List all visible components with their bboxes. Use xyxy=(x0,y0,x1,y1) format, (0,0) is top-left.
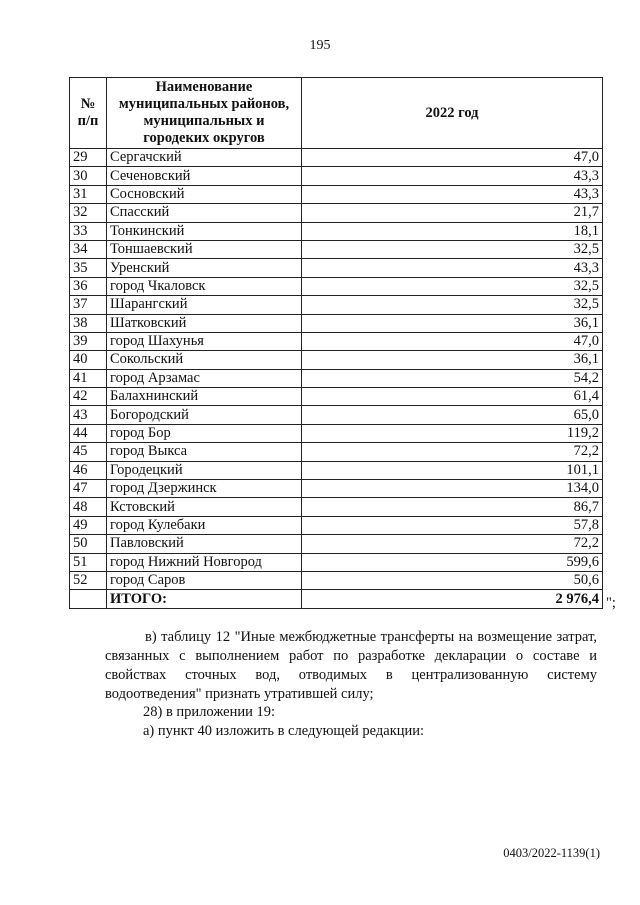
row-num: 35 xyxy=(70,259,107,277)
row-num: 32 xyxy=(70,204,107,222)
row-name: Балахнинский xyxy=(107,388,302,406)
paragraph-appendix-19: 28) в приложении 19: xyxy=(143,704,276,720)
row-name: город Шахунья xyxy=(107,332,302,350)
row-value: 57,8 xyxy=(302,516,603,534)
header-name: Наименование муниципальных районов, муниципальных и городеких округов xyxy=(107,78,302,149)
row-num: 30 xyxy=(70,167,107,185)
table-row xyxy=(70,222,603,240)
row-name: Шарангский xyxy=(107,296,302,314)
row-name: город Нижний Новгород xyxy=(107,553,302,571)
table-row xyxy=(70,204,603,222)
table-body xyxy=(70,149,603,609)
row-value: 86,7 xyxy=(302,498,603,516)
total-label: ИТОГО: xyxy=(107,590,302,608)
table-row xyxy=(70,516,603,534)
row-name: город Дзержинск xyxy=(107,480,302,498)
row-name: Сосновский xyxy=(107,185,302,203)
row-name: город Выкса xyxy=(107,443,302,461)
row-value: 134,0 xyxy=(302,480,603,498)
table-row xyxy=(70,406,603,424)
quote-end: "; xyxy=(606,595,616,611)
row-value: 72,2 xyxy=(302,443,603,461)
row-value: 61,4 xyxy=(302,388,603,406)
row-num: 48 xyxy=(70,498,107,516)
row-name: Тоншаевский xyxy=(107,240,302,258)
table-row xyxy=(70,424,603,442)
row-num: 51 xyxy=(70,553,107,571)
table-row xyxy=(70,332,603,350)
row-num: 45 xyxy=(70,443,107,461)
total-empty-cell xyxy=(70,590,107,608)
row-num: 36 xyxy=(70,277,107,295)
row-num: 44 xyxy=(70,424,107,442)
page-number: 195 xyxy=(309,38,331,53)
row-num: 39 xyxy=(70,332,107,350)
table-row xyxy=(70,535,603,553)
row-num: 41 xyxy=(70,369,107,387)
row-value: 47,0 xyxy=(302,332,603,350)
row-value: 43,3 xyxy=(302,167,603,185)
table-row xyxy=(70,388,603,406)
table-row xyxy=(70,314,603,332)
table-row xyxy=(70,443,603,461)
table-row xyxy=(70,351,603,369)
table-row xyxy=(70,369,603,387)
row-num: 49 xyxy=(70,516,107,534)
row-name: город Саров xyxy=(107,571,302,589)
row-value: 119,2 xyxy=(302,424,603,442)
row-value: 36,1 xyxy=(302,351,603,369)
table-row xyxy=(70,277,603,295)
header-year: 2022 год xyxy=(302,78,603,149)
row-value: 43,3 xyxy=(302,185,603,203)
total-row xyxy=(70,590,603,608)
row-name: Кстовский xyxy=(107,498,302,516)
row-value: 32,5 xyxy=(302,296,603,314)
row-num: 29 xyxy=(70,149,107,167)
row-num: 50 xyxy=(70,535,107,553)
table-row xyxy=(70,553,603,571)
row-num: 47 xyxy=(70,480,107,498)
document-code: 0403/2022-1139(1) xyxy=(503,846,600,860)
row-value: 36,1 xyxy=(302,314,603,332)
row-name: Городецкий xyxy=(107,461,302,479)
row-num: 33 xyxy=(70,222,107,240)
row-value: 32,5 xyxy=(302,277,603,295)
row-name: город Арзамас xyxy=(107,369,302,387)
row-value: 47,0 xyxy=(302,149,603,167)
total-value: 2 976,4 xyxy=(302,590,603,608)
row-name: Сеченовский xyxy=(107,167,302,185)
table-row xyxy=(70,296,603,314)
row-name: Спасский xyxy=(107,204,302,222)
table-row xyxy=(70,149,603,167)
row-num: 42 xyxy=(70,388,107,406)
row-name: город Кулебаки xyxy=(107,516,302,534)
header-num: № п/п xyxy=(70,78,107,149)
row-name: Богородский xyxy=(107,406,302,424)
row-value: 21,7 xyxy=(302,204,603,222)
table-header-row xyxy=(70,78,603,149)
row-name: Сокольский xyxy=(107,351,302,369)
table-row xyxy=(70,480,603,498)
row-value: 54,2 xyxy=(302,369,603,387)
row-name: Тонкинский xyxy=(107,222,302,240)
row-value: 18,1 xyxy=(302,222,603,240)
row-value: 65,0 xyxy=(302,406,603,424)
row-num: 31 xyxy=(70,185,107,203)
row-value: 72,2 xyxy=(302,535,603,553)
table-row xyxy=(70,571,603,589)
transfers-table xyxy=(69,77,603,609)
row-num: 40 xyxy=(70,351,107,369)
row-num: 46 xyxy=(70,461,107,479)
table-row xyxy=(70,259,603,277)
row-num: 34 xyxy=(70,240,107,258)
row-name: Уренский xyxy=(107,259,302,277)
row-value: 599,6 xyxy=(302,553,603,571)
row-name: город Бор xyxy=(107,424,302,442)
row-name: Сергачский xyxy=(107,149,302,167)
row-value: 50,6 xyxy=(302,571,603,589)
paragraph-table-12: в) таблицу 12 "Иные межбюджетные трансферты на возмещение затрат, связанных с выполнением работ по разработке декларации о составе и свойствах сточных вод, отводимых в централизованную систему водоотведения" признать утратившей силу; xyxy=(105,629,597,702)
row-num: 38 xyxy=(70,314,107,332)
row-name: город Чкаловск xyxy=(107,277,302,295)
row-value: 43,3 xyxy=(302,259,603,277)
table-row xyxy=(70,498,603,516)
paragraph-point-40: а) пункт 40 изложить в следующей редакции: xyxy=(143,723,425,739)
table-row xyxy=(70,240,603,258)
row-num: 52 xyxy=(70,571,107,589)
row-name: Шатковский xyxy=(107,314,302,332)
table-row xyxy=(70,167,603,185)
row-value: 32,5 xyxy=(302,240,603,258)
row-num: 43 xyxy=(70,406,107,424)
row-name: Павловский xyxy=(107,535,302,553)
row-num: 37 xyxy=(70,296,107,314)
row-value: 101,1 xyxy=(302,461,603,479)
table-row xyxy=(70,461,603,479)
table-row xyxy=(70,185,603,203)
